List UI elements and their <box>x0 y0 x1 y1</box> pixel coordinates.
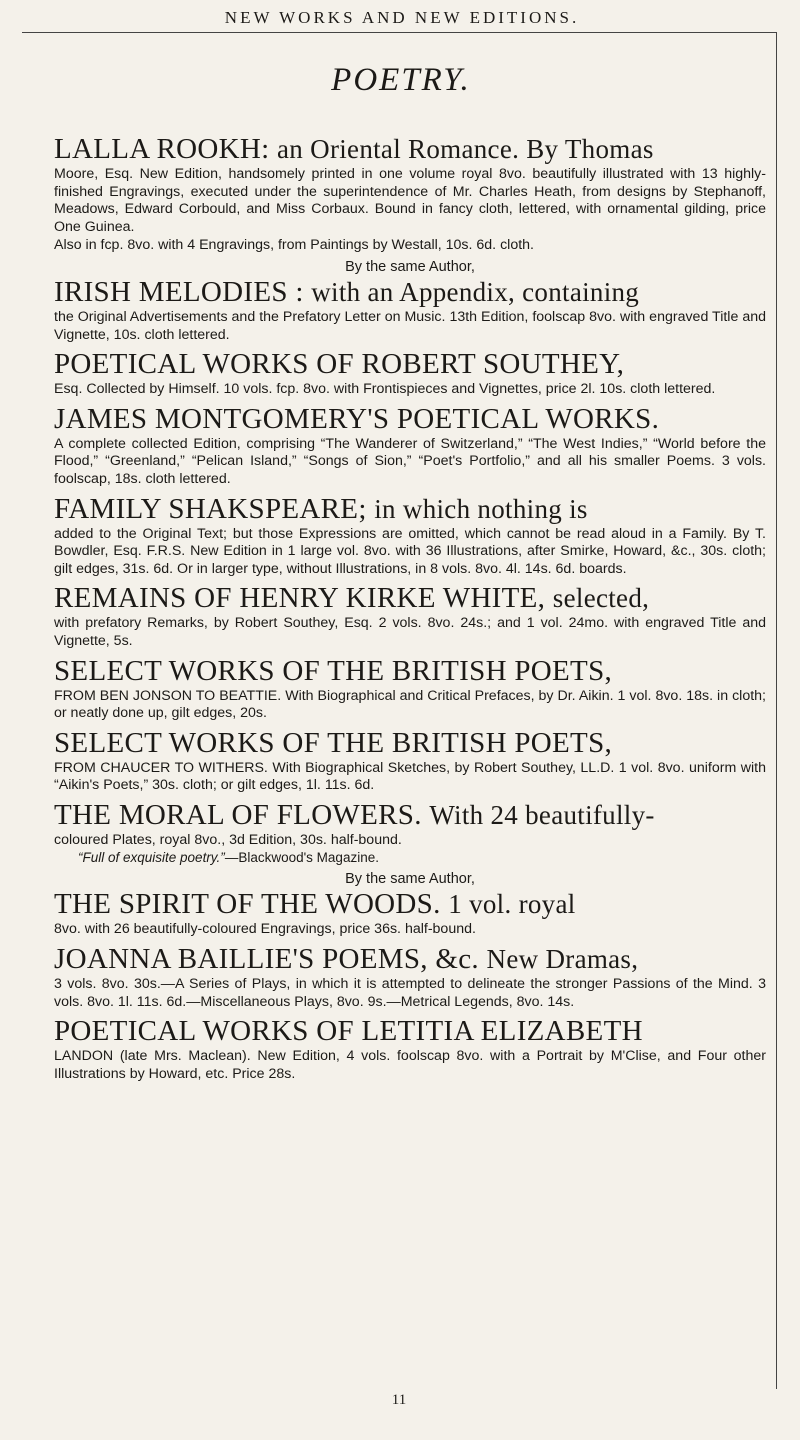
entry-body-secondary: Also in fcp. 8vo. with 4 Engravings, from Paintings by Westall, 10s. 6d. cloth. <box>54 237 534 254</box>
entry-prefix: By the same Author, <box>345 871 475 888</box>
review-quote: “Full of exquisite poetry.”—Blackwood's Magazine. <box>78 850 379 866</box>
entry-southey-works <box>54 348 766 399</box>
entry-body: Esq. Collected by Himself. 10 vols. fcp. 8vo. with Frontispieces and Vignettes, price 2l. 10s. cloth lettered. <box>54 381 716 398</box>
page <box>22 0 782 1440</box>
entry-headline: JAMES MONTGOMERY'S POETICAL WORKS. <box>54 402 660 435</box>
entry-headline: POETICAL WORKS OF ROBERT SOUTHEY, <box>54 348 625 381</box>
entry-body: FROM CHAUCER TO WITHERS. With Biographical Sketches, by Robert Southey, LL.D. 1 vol. 8vo. uniform with “Aikin's Poets,” 30s. cloth; or gilt edges, 1l. 11s. 6d. <box>54 759 766 794</box>
entry-headline: FAMILY SHAKSPEARE; in which nothing is <box>54 492 588 525</box>
section-title: POETRY. <box>331 62 471 98</box>
entry-body: A complete collected Edition, comprising “The Wanderer of Switzerland,” “The West Indies,” “World before the Flood,” “Greenland,” “Pelican Island,” “Songs of Sion,” “Poet's Portfolio,” and all his smaller Poems. 3 vols. foolscap, 18s. cloth lettered. <box>54 435 766 487</box>
entry-body: the Original Advertisements and the Prefatory Letter on Music. 13th Edition, foolscap 8vo. with engraved Title and Vignette, 10s. cloth lettered. <box>54 308 766 343</box>
entry-british-poets-jonson <box>54 655 766 723</box>
entry-irish-melodies <box>54 259 766 344</box>
entry-body: 3 vols. 8vo. 30s.—A Series of Plays, in which it is attempted to delineate the stronger Passions of the Mind. 3 vols. 8vo. 1l. 11s. 6d.—Miscellaneous Plays, 8vo. 9s.—Metrical Legends, 8vo. 14s. <box>54 976 766 1010</box>
entry-headline: THE MORAL OF FLOWERS. With 24 beautifully- <box>54 798 655 831</box>
entry-body: coloured Plates, royal 8vo., 3d Edition, 30s. half-bound. <box>54 831 402 848</box>
entry-headline: THE SPIRIT OF THE WOODS. 1 vol. royal <box>54 888 576 921</box>
entry-body: Moore, Esq. New Edition, handsomely printed in one volume royal 8vo. beautifully illustrated with 13 highly-finished Engravings, executed under the superintendence of Mr. Charles Heath, from designs by Stephanoff, Meadows, Edward Corbould, and Miss Corbaux. Bound in fancy cloth, lettered, with ornamental gilding, price One Guinea. <box>54 166 766 235</box>
entry-joanna-baillie <box>54 943 766 1011</box>
entry-headline: SELECT WORKS OF THE BRITISH POETS, <box>54 654 613 687</box>
entry-prefix: By the same Author, <box>345 258 475 275</box>
entry-headline: SELECT WORKS OF THE BRITISH POETS, <box>54 726 613 759</box>
running-head: NEW WORKS AND NEW EDITIONS. <box>224 8 580 27</box>
content <box>26 32 776 1083</box>
entry-moral-of-flowers <box>54 799 766 868</box>
entry-body: with prefatory Remarks, by Robert Southey, Esq. 2 vols. 8vo. 24s.; and 1 vol. 24mo. with engraved Title and Vignette, 5s. <box>54 615 766 649</box>
entry-landon-works <box>54 1015 766 1083</box>
entry-headline: JOANNA BAILLIE'S POEMS, &c. New Dramas, <box>54 943 639 976</box>
entry-montgomery-works <box>54 403 766 489</box>
entry-body: 8vo. with 26 beautifully-coloured Engravings, price 36s. half-bound. <box>54 921 476 938</box>
entry-lalla-rookh <box>54 133 766 255</box>
page-number: 11 <box>391 1392 407 1408</box>
entry-headline: POETICAL WORKS OF LETITIA ELIZABETH <box>54 1015 643 1048</box>
entry-body: LANDON (late Mrs. Maclean). New Edition, 4 vols. foolscap 8vo. with a Portrait by M'Clise, and Four other Illustrations by Howard, etc. Price 28s. <box>54 1048 766 1082</box>
entry-headline: IRISH MELODIES : with an Appendix, containing <box>54 275 640 308</box>
entry-headline: LALLA ROOKH: an Oriental Romance. By Thomas <box>54 133 654 165</box>
entry-body: FROM BEN JONSON TO BEATTIE. With Biographical and Critical Prefaces, by Dr. Aikin. 1 vol. 8vo. 18s. in cloth; or neatly done up, gilt edges, 20s. <box>54 687 766 722</box>
entry-british-poets-chaucer <box>54 727 766 795</box>
entry-spirit-of-woods <box>54 871 766 939</box>
entry-family-shakspeare <box>54 493 766 579</box>
entry-body: added to the Original Text; but those Expressions are omitted, which cannot be read aloud in a Family. By T. Bowdler, Esq. F.R.S. New Edition in 1 large vol. 8vo. with 36 Illustrations, after Smirke, Howard, &c., 30s. cloth; gilt edges, 31s. 6d. Or in larger type, without Illustrations, in 8 vols. 8vo. 4l. 14s. 6d. boards. <box>54 525 766 577</box>
entry-kirke-white <box>54 582 766 650</box>
entry-headline: REMAINS OF HENRY KIRKE WHITE, selected, <box>54 582 650 615</box>
